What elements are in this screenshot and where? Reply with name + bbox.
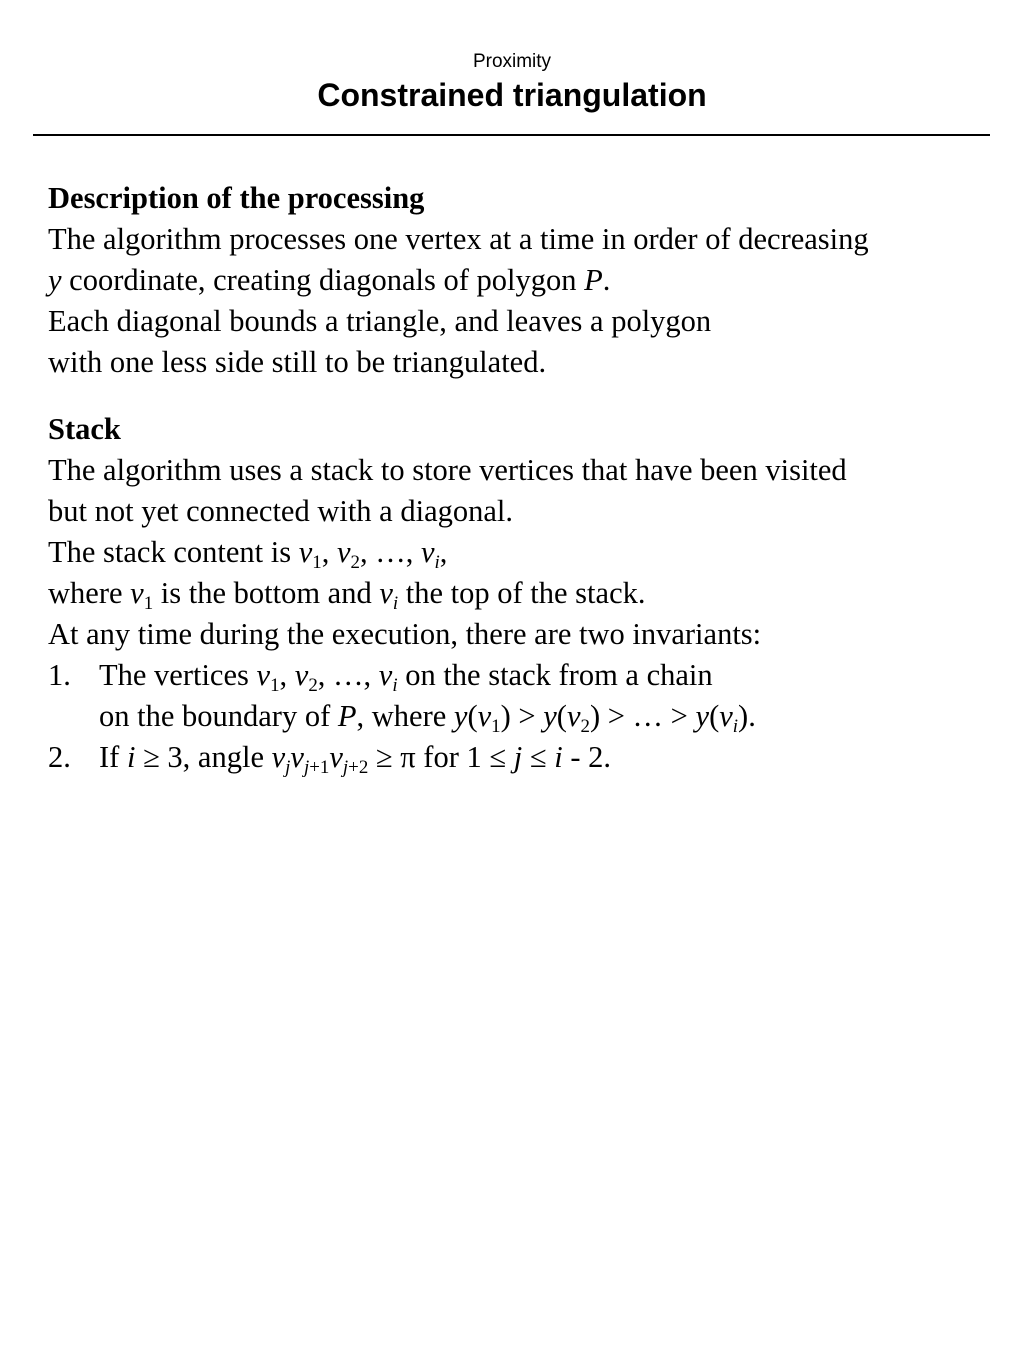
slide-body <box>48 178 998 778</box>
stack-line-1: The algorithm uses a stack to store vertices that have been visited <box>48 453 847 487</box>
title-divider <box>33 134 990 136</box>
page-title: Constrained triangulation <box>317 77 707 113</box>
description-heading: Description of the processing <box>48 181 425 215</box>
formula-vi: $v_i$ <box>379 576 399 615</box>
formula-v1: $v_1$ <box>130 576 154 615</box>
var-i: i <box>554 740 563 774</box>
var-P: P <box>584 263 603 297</box>
angle-formula: $v_jv_{j+1}v_{j+2}$ <box>271 740 369 779</box>
list-number: 1. <box>48 658 71 692</box>
var-y: y <box>48 263 62 297</box>
stack-sequence-formula: $v_1$, $v_2$, …, $v_i$, <box>298 535 448 574</box>
stack-bottom-top-line: where $v_1$ is the bottom and $v_i$ the top of the stack. <box>48 576 646 615</box>
invariants-intro: At any time during the execution, there are two invariants: <box>48 617 762 651</box>
description-line-2: y coordinate, creating diagonals of polygon P. <box>48 263 611 297</box>
invariant-item-1: 1. The vertices $v_1$, $v_2$, …, $v_i$ on the stack from a chain <box>48 655 998 696</box>
description-line-4: with one less side still to be triangulated. <box>48 345 547 379</box>
description-line-3: Each diagonal bounds a triangle, and leaves a polygon <box>48 304 712 338</box>
list-number: 2. <box>48 740 71 774</box>
stack-content-line: The stack content is $v_1$, $v_2$, …, $v_i$, <box>48 535 448 574</box>
section-label: Proximity <box>472 51 552 72</box>
vertex-sequence-formula: $v_1$, $v_2$, …, $v_i$ <box>256 658 398 697</box>
description-line-1: The algorithm processes one vertex at a time in order of decreasing <box>48 222 869 256</box>
stack-heading: Stack <box>48 412 121 446</box>
var-i: i <box>126 740 136 774</box>
invariant-item-2: 2. If i ≥ 3, angle $v_jv_{j+1}v_{j+2} \ge \pi$ for 1 ≤ j ≤ i - 2. <box>48 737 998 778</box>
y-ordering-formula: $y(v_1) > y(v_2)$ > … > $y(v_i)$. <box>453 699 756 738</box>
stack-line-2: but not yet connected with a diagonal. <box>48 494 513 528</box>
invariant-item-1-continuation: on the boundary of P, where $y(v_1) > y(v_2)$ > … > $y(v_i)$. <box>99 699 756 738</box>
var-j: j <box>513 740 523 774</box>
var-P: P <box>337 699 357 733</box>
